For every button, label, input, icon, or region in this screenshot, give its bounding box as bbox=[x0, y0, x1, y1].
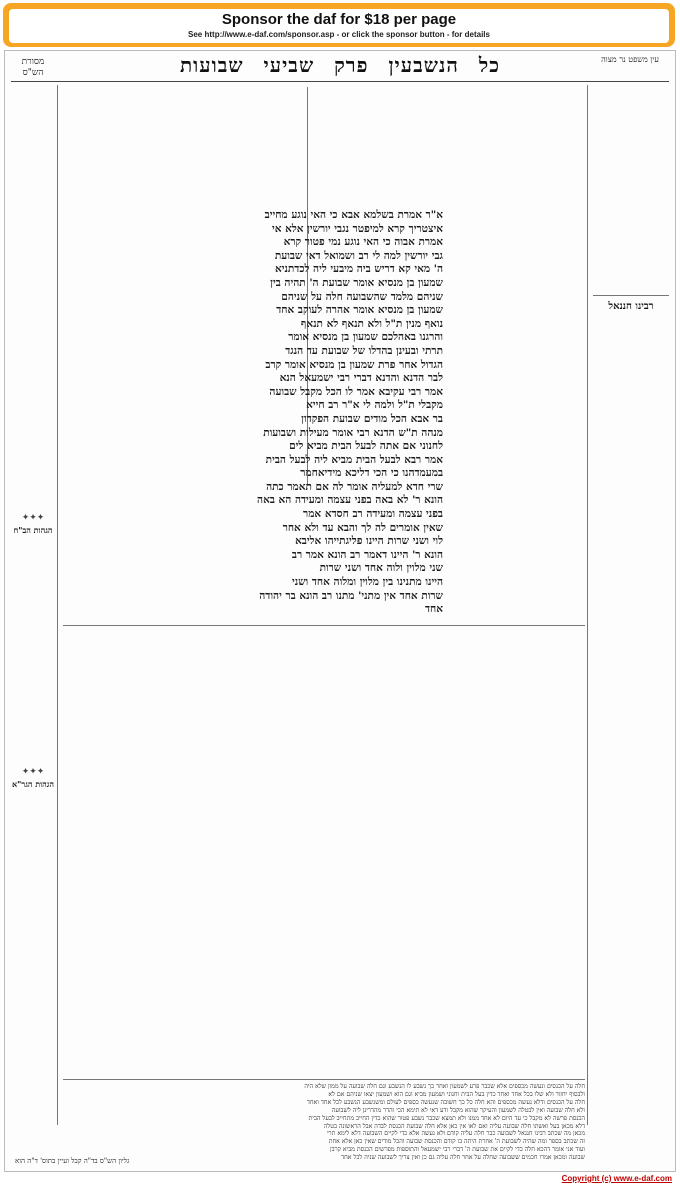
gemara-line: בר אבא הכל מודים שבועת הפקדון bbox=[301, 412, 443, 425]
mishnah-commentary bbox=[63, 629, 443, 887]
gemara-line: איצטריך קרא למיפטר נגבי יורשין אלא אי bbox=[271, 222, 443, 235]
gemara-line: גבי יורשין למה לי רב ושמואל דאי שבועת bbox=[274, 249, 443, 262]
gilyon-hashas-note: גליון הש"ס בד"ה קבל ועיין בתוס' ד"ה הוא bbox=[15, 1157, 130, 1165]
hagahot-habach-text bbox=[11, 539, 55, 767]
commentary-line: ועוד אני אומר דהכא חלה כדי לקיים את שבועת ה' דברי רבי ישמעאל והתוספות מפרשים הכנסת מביא קרבן bbox=[330, 1146, 585, 1154]
mesoret-hashas-column bbox=[11, 111, 55, 511]
sponsor-banner-title[interactable]: Sponsor the daf for $18 per page bbox=[221, 11, 457, 28]
gemara-line: במעמדהנו כי הכי דליכא מידיאחמר bbox=[300, 467, 443, 480]
gemara-line: אחד bbox=[424, 603, 443, 616]
gemara-line: והרגנו באהלכם שמעון בן מנסיא אומר bbox=[288, 331, 443, 344]
rabbeinu-chananel-heading: רבינו חננאל bbox=[608, 301, 654, 312]
header-divider bbox=[11, 81, 669, 82]
hagahot-habach-heading: הגהות הב"ח bbox=[13, 525, 53, 535]
commentary-line: חלה על הכנסים ונעשה מכספים אלא שכבר פרע לשמעון ואחר כך נשבע לו הנשבע וגם חלה שבועה על ממון שלא היה bbox=[304, 1083, 585, 1090]
gemara-line: לבר הדנא והדנא דברי רבי ישמעאל הנא bbox=[279, 372, 443, 385]
copyright-link[interactable] bbox=[562, 1174, 672, 1183]
hagahot-hagra-text bbox=[11, 793, 55, 1113]
gemara-line: אמרת אבוה כי האי נוגע נמי פטור קרא bbox=[283, 236, 443, 249]
gemara-line: בפני עצמה ומעידה רב חסדא אמר bbox=[303, 508, 443, 521]
title-word: כל bbox=[478, 53, 501, 77]
gemara-text bbox=[175, 209, 443, 621]
gemara-line: שמעון בן מנסיא אומר שבועת ה' תהיה בין bbox=[270, 276, 443, 289]
commentary-line: זה שכתב בספר ומה שהיה לשבועת ה' אחרת היתה בו קודם והכנסת שבועה והכל מודים שאין כאן אלא אחת bbox=[328, 1138, 585, 1146]
title-word: פרק bbox=[334, 53, 369, 77]
commentary-line: מכאן מה שכתב רבינו חננאל לשבועה כבר חלה עליה קודם ולא נעשה אלא כדי לקיים השבועה דלא לימא תרי bbox=[326, 1130, 585, 1138]
section-divider bbox=[593, 295, 669, 296]
gemara-line: שרות אחד אין מתני' מתנו רב הונא בר יהודה bbox=[259, 589, 443, 602]
gemara-line: מנהה ת"ש הדנא רבי אומר מעילות ושבועות bbox=[263, 426, 443, 439]
gemara-line: שני מלוין ולוה אחד ושני שרות bbox=[319, 562, 443, 575]
tosafot-column-lower bbox=[445, 207, 585, 822]
ein-mishpat-label: עין משפט נר מצוה bbox=[601, 55, 659, 64]
bottom-commentary bbox=[63, 1083, 585, 1163]
sponsor-banner-subtitle[interactable]: See http://www.e-daf.com/sponsor.asp - or click the sponsor button - for details bbox=[188, 30, 490, 39]
tosafot-column bbox=[311, 87, 585, 207]
gemara-line: מקבלי ת"ל ולמה לי א"ר רב חייא bbox=[306, 399, 443, 412]
title-word: הנשבעין bbox=[388, 53, 459, 77]
gemara-line: תרתי ובעינן בהדלו של שבועת עד הנגד bbox=[285, 344, 443, 357]
column-divider bbox=[587, 85, 588, 1125]
column-divider bbox=[57, 85, 58, 1125]
sponsor-banner-inner[interactable] bbox=[9, 9, 669, 43]
gemara-line: נואף מנין ת"ל ולא תנאף לא תנאף bbox=[300, 317, 443, 330]
rabbeinu-chananel-text bbox=[591, 317, 671, 1117]
commentary-line: ולא חלה שבועה ואין לבטלה לשמעון והעיקר שהוא מקבל ודע דאי לא תימא הכי והדר מהדרינן ליה לשבועה bbox=[331, 1106, 585, 1114]
gemara-line: שניהם מלמד שהשבועה חלה על שניהם bbox=[281, 290, 443, 303]
commentary-line: שבועה ומכאן אמרו חכמים ששבועה שחלה על אחר חלה עליה גם כן ואין צריך לשבועה שניה לכל אחד bbox=[341, 1154, 585, 1162]
gemara-line: היינו מתנינו בין מלוין ומלוה אחד ושני bbox=[291, 576, 443, 589]
sponsor-banner[interactable] bbox=[3, 3, 675, 47]
gemara-line: א"ר אמרת בשלמא אבא כי האי נוגע מחייב bbox=[264, 209, 443, 221]
title-word: שבועות bbox=[179, 53, 244, 77]
lower-commentary bbox=[63, 889, 585, 1079]
commentary-line: הכנסת פרשה לא מקבל כי עד היום לא אחד ממנו ולא תמצא שכבר נשבע פטור שהוא כדין החייב מתחייב לבעל הבית bbox=[308, 1114, 585, 1122]
title-word: שביעי bbox=[263, 53, 315, 77]
talmud-page bbox=[4, 50, 676, 1172]
copyright-link-text[interactable]: Copyright (c) www.e-daf.com bbox=[561, 1174, 672, 1183]
gemara-line: לחנוני אם אתה לבעל הבית מביא לים bbox=[289, 440, 443, 453]
page-title bbox=[105, 53, 575, 79]
section-divider bbox=[63, 1079, 585, 1080]
commentary-line: ולבסוף יחזור ולא שלו בכל אחד ואחד כדין בעל הבית וחנוני ושמעון מביא וגם הוא ושמעון יצאו שניהם אם לא bbox=[328, 1090, 585, 1098]
hagahot-hagra-heading: הגהות הגר"א bbox=[11, 779, 55, 789]
gemara-line: שרי חדא למעליה אומר לה אם תאמר כתה bbox=[266, 480, 443, 493]
gemara-line: לוי ושני שרות היינו פליגתייהו אליבא bbox=[295, 535, 443, 548]
gemara-line: הונא ר' היינו דאמר רב הונא אמר רב bbox=[291, 548, 443, 561]
ein-mishpat-column bbox=[591, 91, 671, 291]
ornament-icon: ✦✦✦ bbox=[21, 767, 45, 777]
gemara-line: הונא ר' לא באה בפני עצמה ומעידה הא באה bbox=[257, 494, 443, 507]
gemara-line: הגדול אחר פרת שמעון בן מנסיא אומר קרב bbox=[265, 358, 443, 371]
gemara-line: אמר רבא לבעל הבית מביא ליה לבעל הבית bbox=[265, 453, 443, 466]
commentary-line: חלה על הכנסים ודלא נעשה מכספים והא חלה כל כך חשובה שנעשה כספים לעולם ומשנשבע הנשבע לכל אחד ואחד bbox=[306, 1098, 585, 1106]
commentary-line: דלא מכאן בעל ואשתו חלה שבועה עליה ואם לאו אין כאן אלא חלה שבועת הכנסת לבדה אבל הראשונה בטלה bbox=[323, 1122, 585, 1130]
gemara-line: אמר רבי עקיבא אמר לו הכל מקבל שבועה bbox=[269, 385, 443, 398]
mesoret-hashas-label: מסורת הש"ס bbox=[21, 57, 45, 78]
section-divider bbox=[63, 625, 585, 626]
gemara-line: שאין אומרים לה לך והבא עד ולא אחר bbox=[282, 521, 443, 534]
ornament-icon: ✦✦✦ bbox=[21, 513, 45, 523]
gemara-line: ה' מאי קא דריש ביה מיבעי ליה לכדתניא bbox=[274, 263, 443, 276]
gemara-line: שמעון בן מנסיא אומר אהרה לעוקב אחד bbox=[276, 304, 443, 317]
